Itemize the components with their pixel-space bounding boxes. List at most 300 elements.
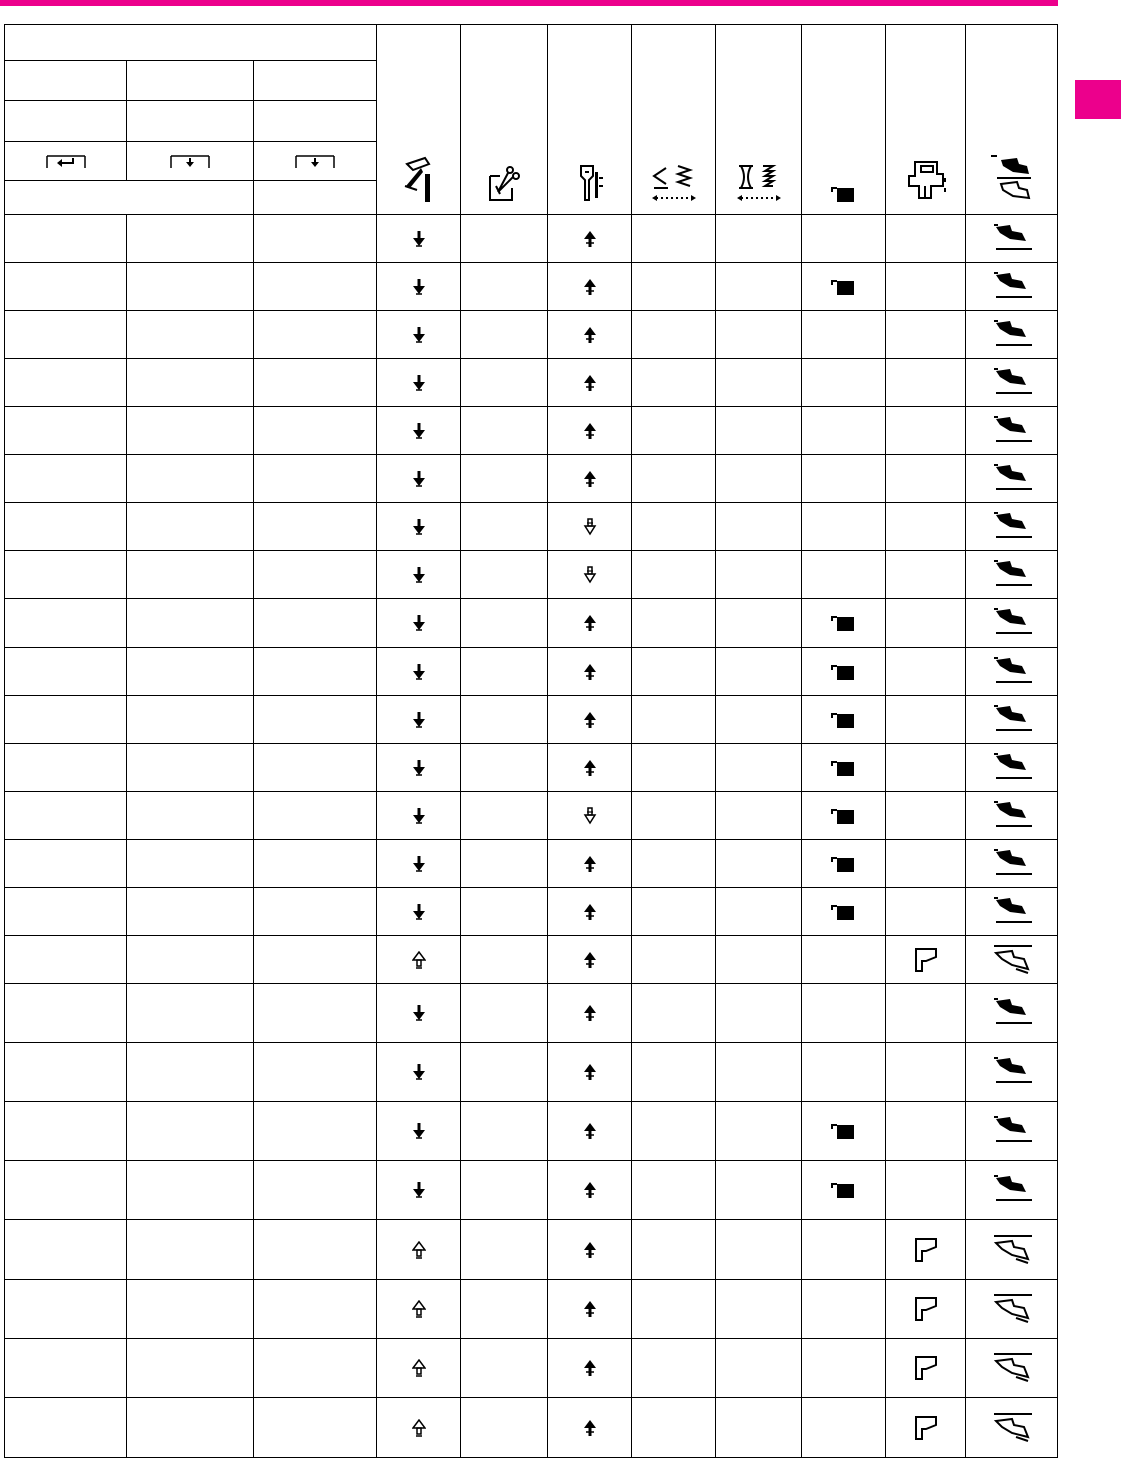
stitch-width-cell: [632, 503, 716, 551]
table-row: [5, 792, 1058, 840]
stitch-cell: [127, 311, 254, 359]
header-thread-cutter: [461, 25, 548, 215]
presser-foot-down-icon: [548, 517, 631, 537]
presser-foot-cell: [966, 792, 1058, 840]
buttonhole-presser-foot-icon: [966, 1351, 1057, 1385]
stitch-cell: [127, 551, 254, 599]
stitch-cell: [254, 1220, 377, 1280]
needle-position-cell: [377, 1220, 461, 1280]
buttonhole-foot-cell: [886, 1220, 966, 1280]
thread-cutter-cell: [461, 599, 548, 648]
presser-foot-lever-cell: [548, 551, 632, 599]
presser-foot-lever-cell: [548, 599, 632, 648]
thread-cutter-cell: [461, 1398, 548, 1458]
stitch-cell: [254, 696, 377, 744]
buttonhole-foot-cell: [886, 599, 966, 648]
presser-foot-cell: [966, 551, 1058, 599]
presser-foot-up-icon: [548, 1121, 631, 1141]
return-key-icon: [5, 152, 126, 170]
table-row: [5, 936, 1058, 984]
stitch-length-icon: [716, 162, 801, 204]
needle-position-cell: [377, 648, 461, 696]
stitch-length-cell: [716, 1280, 802, 1339]
buttonhole-foot-cell: [886, 311, 966, 359]
stitch-cell: [127, 215, 254, 263]
stitch-cell: [254, 984, 377, 1043]
stitch-width-cell: [632, 215, 716, 263]
needle-down-icon: [377, 470, 460, 488]
automatic-reverse-cell: [802, 263, 886, 311]
automatic-reverse-cell: [802, 1043, 886, 1102]
header-automatic-reverse: [802, 25, 886, 215]
presser-foot-lever-cell: [548, 1280, 632, 1339]
stitch-cell: [127, 455, 254, 503]
needle-position-cell: [377, 455, 461, 503]
thread-cutter-cell: [461, 984, 548, 1043]
presser-foot-cell: [966, 648, 1058, 696]
stitch-cell: [5, 1280, 127, 1339]
stitch-cell: [5, 840, 127, 888]
table-row: [5, 407, 1058, 455]
stitch-cell: [254, 648, 377, 696]
automatic-reverse-cell: [802, 1161, 886, 1220]
header-key-cell: [5, 142, 127, 181]
needle-down-icon: [377, 1122, 460, 1140]
stitch-cell: [254, 744, 377, 792]
automatic-reverse-cell: [802, 311, 886, 359]
automatic-reverse-cell: [802, 1102, 886, 1161]
automatic-reverse-stitch-icon: [802, 277, 885, 297]
standard-presser-foot-icon: [966, 1174, 1057, 1206]
stitch-cell: [127, 1102, 254, 1161]
buttonhole-foot-cell: [886, 696, 966, 744]
automatic-reverse-cell: [802, 648, 886, 696]
buttonhole-presser-foot-icon: [966, 1292, 1057, 1326]
thread-cutter-cell: [461, 503, 548, 551]
stitch-width-cell: [632, 1339, 716, 1398]
table-row: [5, 1398, 1058, 1458]
stitch-cell: [254, 1043, 377, 1102]
presser-foot-cell: [966, 311, 1058, 359]
stitch-length-cell: [716, 648, 802, 696]
table-row: [5, 840, 1058, 888]
header-presser-foot-lever: [548, 25, 632, 215]
thread-cutter-cell: [461, 311, 548, 359]
stitch-length-cell: [716, 744, 802, 792]
presser-foot-up-icon: [548, 229, 631, 249]
automatic-reverse-cell: [802, 696, 886, 744]
needle-down-icon: [377, 759, 460, 777]
table-row: [5, 503, 1058, 551]
stitch-cell: [127, 792, 254, 840]
stitch-cell: [5, 1102, 127, 1161]
buttonhole-foot-cell: [886, 744, 966, 792]
stitch-width-cell: [632, 1161, 716, 1220]
table-row: [5, 648, 1058, 696]
stitch-width-cell: [632, 984, 716, 1043]
buttonhole-foot-cell: [886, 551, 966, 599]
stitch-length-cell: [716, 551, 802, 599]
presser-foot-up-icon: [548, 1240, 631, 1260]
stitch-cell: [5, 888, 127, 936]
presser-foot-cell: [966, 1339, 1058, 1398]
buttonhole-foot-cell: [886, 1161, 966, 1220]
table-row: [5, 1280, 1058, 1339]
table-row: [5, 984, 1058, 1043]
stitch-length-cell: [716, 359, 802, 407]
table-row: [5, 744, 1058, 792]
automatic-reverse-cell: [802, 984, 886, 1043]
standard-presser-foot-icon: [966, 848, 1057, 880]
automatic-reverse-cell: [802, 792, 886, 840]
automatic-reverse-cell: [802, 359, 886, 407]
needle-up-icon: [377, 1300, 460, 1318]
header-key-cell: [127, 142, 254, 181]
needle-down-icon: [377, 326, 460, 344]
thread-cutter-cell: [461, 1339, 548, 1398]
stitch-cell: [254, 407, 377, 455]
stitch-cell: [127, 696, 254, 744]
stitch-width-cell: [632, 744, 716, 792]
presser-foot-cell: [966, 1161, 1058, 1220]
presser-foot-lever-cell: [548, 503, 632, 551]
needle-position-cell: [377, 744, 461, 792]
stitch-length-cell: [716, 1339, 802, 1398]
presser-foot-lever-cell: [548, 1220, 632, 1280]
presser-foot-cell: [966, 455, 1058, 503]
header-cell-blank: [5, 61, 127, 101]
stitch-cell: [127, 1220, 254, 1280]
presser-foot-up-icon: [548, 1180, 631, 1200]
stitch-width-cell: [632, 888, 716, 936]
table-row: [5, 551, 1058, 599]
automatic-reverse-cell: [802, 407, 886, 455]
thread-cutter-cell: [461, 792, 548, 840]
presser-foot-cell: [966, 407, 1058, 455]
stitch-cell: [5, 551, 127, 599]
automatic-reverse-cell: [802, 1280, 886, 1339]
down-key-icon: [254, 152, 376, 170]
buttonhole-foot-icon: [886, 1296, 965, 1322]
presser-foot-up-icon: [548, 1418, 631, 1438]
buttonhole-foot-icon: [886, 947, 965, 973]
automatic-reverse-stitch-icon: [802, 758, 885, 778]
stitch-length-cell: [716, 455, 802, 503]
stitch-cell: [254, 215, 377, 263]
needle-position-cell: [377, 1102, 461, 1161]
needle-position-cell: [377, 599, 461, 648]
presser-foot-lever-cell: [548, 215, 632, 263]
presser-foot-up-icon: [548, 950, 631, 970]
standard-presser-foot-icon: [966, 1056, 1057, 1088]
stitch-length-cell: [716, 599, 802, 648]
stitch-cell: [254, 311, 377, 359]
stitch-cell: [254, 840, 377, 888]
stitch-cell: [254, 792, 377, 840]
automatic-reverse-cell: [802, 888, 886, 936]
presser-foot-lever-icon: [548, 162, 631, 204]
needle-down-icon: [377, 278, 460, 296]
presser-foot-up-icon: [548, 613, 631, 633]
header-cell-blank: [5, 101, 127, 142]
presser-foot-up-icon: [548, 854, 631, 874]
buttonhole-foot-cell: [886, 359, 966, 407]
presser-foot-up-icon: [548, 902, 631, 922]
needle-down-icon: [377, 230, 460, 248]
presser-foot-lever-cell: [548, 1043, 632, 1102]
stitch-cell: [127, 648, 254, 696]
stitch-cell: [254, 1161, 377, 1220]
thread-cutter-cell: [461, 263, 548, 311]
thread-cutter-cell: [461, 888, 548, 936]
presser-foot-cell: [966, 263, 1058, 311]
thread-cutter-cell: [461, 1220, 548, 1280]
presser-foot-icon: [966, 152, 1057, 204]
presser-foot-cell: [966, 1398, 1058, 1458]
standard-presser-foot-icon: [966, 997, 1057, 1029]
stitch-cell: [127, 936, 254, 984]
standard-presser-foot-icon: [966, 800, 1057, 832]
stitch-width-cell: [632, 551, 716, 599]
automatic-reverse-stitch-icon: [802, 710, 885, 730]
presser-foot-up-icon: [548, 662, 631, 682]
stitch-cell: [254, 1398, 377, 1458]
stitch-length-cell: [716, 696, 802, 744]
stitch-length-cell: [716, 1161, 802, 1220]
needle-position-cell: [377, 359, 461, 407]
standard-presser-foot-icon: [966, 656, 1057, 688]
table-row: [5, 696, 1058, 744]
stitch-length-cell: [716, 1102, 802, 1161]
stitch-width-cell: [632, 648, 716, 696]
stitch-cell: [254, 936, 377, 984]
stitch-cell: [127, 1339, 254, 1398]
stitch-width-cell: [632, 1280, 716, 1339]
automatic-reverse-cell: [802, 455, 886, 503]
stitch-width-cell: [632, 359, 716, 407]
stitch-length-cell: [716, 1220, 802, 1280]
presser-foot-lever-cell: [548, 1398, 632, 1458]
thread-cutter-cell: [461, 1280, 548, 1339]
header-cell-blank: [5, 181, 254, 215]
needle-up-icon: [377, 1419, 460, 1437]
stitch-width-cell: [632, 1220, 716, 1280]
automatic-reverse-cell: [802, 936, 886, 984]
presser-foot-up-icon: [548, 469, 631, 489]
presser-foot-up-icon: [548, 758, 631, 778]
presser-foot-lever-cell: [548, 455, 632, 503]
thread-cutter-cell: [461, 551, 548, 599]
table-row: [5, 1339, 1058, 1398]
stitch-cell: [127, 263, 254, 311]
presser-foot-up-icon: [548, 325, 631, 345]
needle-down-icon: [377, 566, 460, 584]
buttonhole-presser-foot-icon: [966, 1233, 1057, 1267]
presser-foot-cell: [966, 1043, 1058, 1102]
needle-down-icon: [377, 374, 460, 392]
buttonhole-foot-icon: [886, 158, 965, 204]
stitch-width-cell: [632, 696, 716, 744]
stitch-length-cell: [716, 936, 802, 984]
stitch-cell: [5, 407, 127, 455]
presser-foot-cell: [966, 840, 1058, 888]
presser-foot-lever-cell: [548, 311, 632, 359]
buttonhole-foot-cell: [886, 455, 966, 503]
buttonhole-foot-cell: [886, 840, 966, 888]
thread-cutter-cell: [461, 936, 548, 984]
stitch-length-cell: [716, 1398, 802, 1458]
standard-presser-foot-icon: [966, 511, 1057, 543]
needle-position-cell: [377, 407, 461, 455]
presser-foot-cell: [966, 503, 1058, 551]
automatic-reverse-cell: [802, 840, 886, 888]
automatic-reverse-stitch-icon: [802, 184, 885, 204]
presser-foot-lever-cell: [548, 648, 632, 696]
header-row-1: [5, 25, 1058, 61]
header-stitch-width: [632, 25, 716, 215]
stitch-width-cell: [632, 407, 716, 455]
stitch-length-cell: [716, 311, 802, 359]
stitch-cell: [254, 359, 377, 407]
header-key-cell: [254, 142, 377, 181]
stitch-cell: [5, 503, 127, 551]
stitch-cell: [5, 936, 127, 984]
presser-foot-lever-cell: [548, 888, 632, 936]
stitch-length-cell: [716, 792, 802, 840]
presser-foot-lever-cell: [548, 1161, 632, 1220]
top-accent-bar: [0, 0, 1058, 6]
needle-down-icon: [377, 711, 460, 729]
stitch-length-cell: [716, 263, 802, 311]
needle-position-icon: [377, 156, 460, 204]
presser-foot-lever-cell: [548, 1339, 632, 1398]
buttonhole-presser-foot-icon: [966, 1411, 1057, 1445]
stitch-cell: [254, 888, 377, 936]
stitch-cell: [254, 455, 377, 503]
stitch-cell: [127, 503, 254, 551]
table-row: [5, 599, 1058, 648]
needle-down-icon: [377, 1004, 460, 1022]
stitch-cell: [254, 599, 377, 648]
stitch-cell: [5, 1339, 127, 1398]
stitch-cell: [127, 1043, 254, 1102]
presser-foot-lever-cell: [548, 407, 632, 455]
buttonhole-foot-cell: [886, 407, 966, 455]
buttonhole-foot-cell: [886, 1280, 966, 1339]
automatic-reverse-cell: [802, 1220, 886, 1280]
table-row: [5, 1161, 1058, 1220]
stitch-length-cell: [716, 1043, 802, 1102]
buttonhole-foot-cell: [886, 503, 966, 551]
automatic-reverse-cell: [802, 1398, 886, 1458]
presser-foot-cell: [966, 1220, 1058, 1280]
thread-cutter-cell: [461, 1043, 548, 1102]
header-cell-blank: [127, 61, 254, 101]
presser-foot-cell: [966, 215, 1058, 263]
needle-position-cell: [377, 1161, 461, 1220]
table-row: [5, 263, 1058, 311]
thread-cutter-cell: [461, 1102, 548, 1161]
stitch-cell: [5, 792, 127, 840]
needle-position-cell: [377, 215, 461, 263]
thread-cutter-cell: [461, 840, 548, 888]
buttonhole-foot-cell: [886, 1339, 966, 1398]
stitch-cell: [5, 696, 127, 744]
presser-foot-cell: [966, 1280, 1058, 1339]
stitch-width-cell: [632, 599, 716, 648]
presser-foot-up-icon: [548, 1299, 631, 1319]
needle-position-cell: [377, 263, 461, 311]
presser-foot-lever-cell: [548, 744, 632, 792]
needle-position-cell: [377, 792, 461, 840]
stitch-cell: [127, 1280, 254, 1339]
needle-down-icon: [377, 1063, 460, 1081]
stitch-width-icon: [632, 162, 715, 204]
stitch-length-cell: [716, 503, 802, 551]
stitch-width-cell: [632, 455, 716, 503]
header-cell-blank: [127, 101, 254, 142]
standard-presser-foot-icon: [966, 223, 1057, 255]
automatic-reverse-stitch-icon: [802, 613, 885, 633]
needle-position-cell: [377, 888, 461, 936]
buttonhole-foot-icon: [886, 1237, 965, 1263]
thread-cutter-cell: [461, 744, 548, 792]
standard-presser-foot-icon: [966, 704, 1057, 736]
stitch-cell: [5, 1398, 127, 1458]
automatic-reverse-cell: [802, 1339, 886, 1398]
needle-position-cell: [377, 984, 461, 1043]
standard-presser-foot-icon: [966, 896, 1057, 928]
thread-cutter-cell: [461, 1161, 548, 1220]
stitch-cell: [254, 1280, 377, 1339]
presser-foot-cell: [966, 1102, 1058, 1161]
stitch-width-cell: [632, 1043, 716, 1102]
thread-cutter-cell: [461, 696, 548, 744]
buttonhole-foot-cell: [886, 1043, 966, 1102]
header-cell-blank: [5, 25, 377, 61]
presser-foot-cell: [966, 359, 1058, 407]
standard-presser-foot-icon: [966, 415, 1057, 447]
buttonhole-foot-cell: [886, 1398, 966, 1458]
table-row: [5, 311, 1058, 359]
presser-foot-lever-cell: [548, 840, 632, 888]
stitch-length-cell: [716, 840, 802, 888]
stitch-cell: [5, 311, 127, 359]
buttonhole-foot-cell: [886, 936, 966, 984]
standard-presser-foot-icon: [966, 752, 1057, 784]
header-cell-blank: [254, 61, 377, 101]
needle-position-cell: [377, 1339, 461, 1398]
stitch-cell: [254, 551, 377, 599]
buttonhole-foot-cell: [886, 215, 966, 263]
header-stitch-length: [716, 25, 802, 215]
stitch-width-cell: [632, 936, 716, 984]
buttonhole-foot-cell: [886, 984, 966, 1043]
needle-position-cell: [377, 696, 461, 744]
standard-presser-foot-icon: [966, 559, 1057, 591]
buttonhole-foot-cell: [886, 792, 966, 840]
needle-position-cell: [377, 1398, 461, 1458]
standard-presser-foot-icon: [966, 1115, 1057, 1147]
presser-foot-lever-cell: [548, 792, 632, 840]
automatic-reverse-cell: [802, 215, 886, 263]
stitch-width-cell: [632, 1102, 716, 1161]
needle-down-icon: [377, 518, 460, 536]
presser-foot-cell: [966, 936, 1058, 984]
header-cell-blank: [254, 101, 377, 142]
table-row: [5, 455, 1058, 503]
presser-foot-up-icon: [548, 421, 631, 441]
